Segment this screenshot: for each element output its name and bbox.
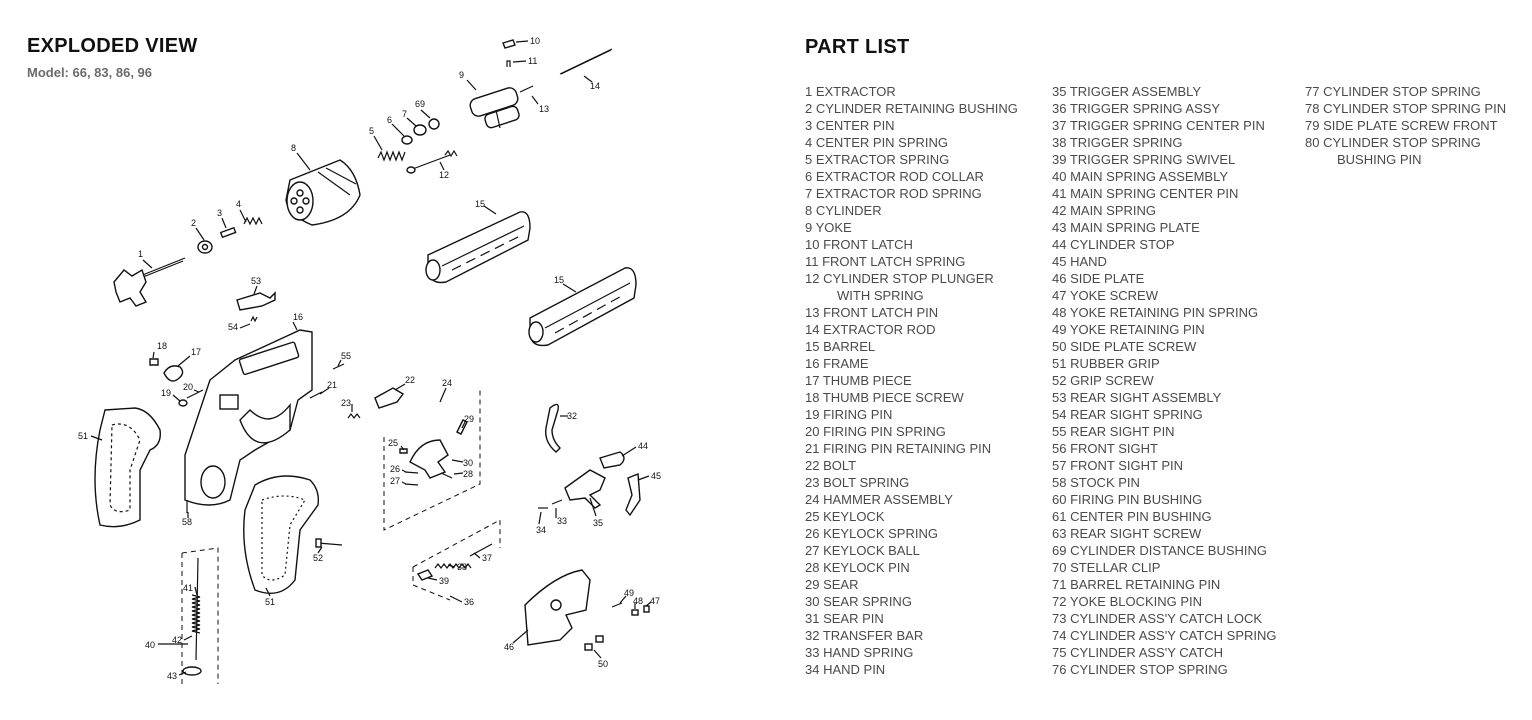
callout-label: 7 <box>402 109 408 119</box>
callout-label: 12 <box>439 170 450 180</box>
callout-label: 19 <box>161 388 172 398</box>
part-list-item: 4 CENTER PIN SPRING <box>805 135 949 150</box>
part-list-item: 80 CYLINDER STOP SPRING <box>1305 135 1481 150</box>
callout-label: 28 <box>463 469 474 479</box>
part-list-item: 57 FRONT SIGHT PIN <box>1052 458 1183 473</box>
part-list-item: 30 SEAR SPRING <box>805 594 912 609</box>
part-list-item: 73 CYLINDER ASS'Y CATCH LOCK <box>1052 611 1263 626</box>
part-list-item: 17 THUMB PIECE <box>805 373 912 388</box>
part-list-item: 28 KEYLOCK PIN <box>805 560 910 575</box>
callout-label: 40 <box>145 640 156 650</box>
model-subtitle: Model: 66, 83, 86, 96 <box>27 65 153 80</box>
callout-label: 23 <box>341 398 352 408</box>
part-list-item: 33 HAND SPRING <box>805 645 914 660</box>
part-list-item: 25 KEYLOCK <box>805 509 885 524</box>
part-list-item: 78 CYLINDER STOP SPRING PIN <box>1305 101 1507 116</box>
part-list-column-3 <box>1305 83 1506 168</box>
part-list-item: 6 EXTRACTOR ROD COLLAR <box>805 169 984 184</box>
part-yoke <box>468 40 533 129</box>
callout-label: 14 <box>590 81 601 91</box>
part-list-item: 72 YOKE BLOCKING PIN <box>1052 594 1203 609</box>
callout-label: 55 <box>341 351 352 361</box>
part-list-item: 20 FIRING PIN SPRING <box>805 424 946 439</box>
part-list-item: 12 CYLINDER STOP PLUNGER <box>805 271 994 286</box>
part-barrel-lower <box>529 268 636 346</box>
part-list-item: 63 REAR SIGHT SCREW <box>1052 526 1202 541</box>
callout-label: 2 <box>191 218 197 228</box>
callout-label: 47 <box>650 596 661 606</box>
callout-label: 48 <box>633 596 644 606</box>
callout-label: 58 <box>182 517 193 527</box>
part-bushing-pin-spring <box>198 218 262 253</box>
part-list-item: 40 MAIN SPRING ASSEMBLY <box>1052 169 1229 184</box>
part-list-item: BUSHING PIN <box>1337 152 1422 167</box>
part-list-title: PART LIST <box>805 36 910 58</box>
part-side-plate-screw <box>585 636 603 650</box>
callout-label: 50 <box>598 659 609 669</box>
part-list-column-1 <box>805 83 1018 678</box>
part-list-item: 61 CENTER PIN BUSHING <box>1052 509 1212 524</box>
callout-label: 18 <box>157 341 168 351</box>
callout-label: 20 <box>183 382 194 392</box>
part-list-item: 43 MAIN SPRING PLATE <box>1052 220 1200 235</box>
part-list-item: 10 FRONT LATCH <box>805 237 913 252</box>
part-list-item: 76 CYLINDER STOP SPRING <box>1052 662 1228 677</box>
callout-label: 35 <box>593 518 604 528</box>
part-yoke-screw-pins <box>612 603 649 615</box>
part-cylinder-stop <box>600 452 624 468</box>
callout-label: 45 <box>651 471 662 481</box>
callout-label: 9 <box>459 70 465 80</box>
callout-label: 22 <box>405 375 416 385</box>
part-list-item: 49 YOKE RETAINING PIN <box>1052 322 1205 337</box>
part-list-item: 27 KEYLOCK BALL <box>805 543 920 558</box>
part-list-item: 71 BARREL RETAINING PIN <box>1052 577 1221 592</box>
part-thumb-piece <box>150 359 183 381</box>
callout-label: 29 <box>464 414 475 424</box>
callout-label: 36 <box>464 597 475 607</box>
part-list-item: 18 THUMB PIECE SCREW <box>805 390 964 405</box>
part-list-item: 24 HAMMER ASSEMBLY <box>805 492 953 507</box>
callout-label: 11 <box>528 56 538 66</box>
part-hand <box>626 474 640 515</box>
exploded-view-title: EXPLODED VIEW <box>27 35 198 57</box>
part-list-item: 56 FRONT SIGHT <box>1052 441 1158 456</box>
part-springs-5-7 <box>378 119 439 160</box>
part-list-item: 58 STOCK PIN <box>1052 475 1140 490</box>
callout-label: 13 <box>539 104 550 114</box>
parts-artwork <box>95 40 649 684</box>
callout-label: 52 <box>313 553 324 563</box>
part-list-item: 39 TRIGGER SPRING SWIVEL <box>1052 152 1236 167</box>
part-list-item: 16 FRAME <box>805 356 869 371</box>
callout-label: 4 <box>236 199 242 209</box>
part-list-item: 19 FIRING PIN <box>805 407 893 422</box>
part-list-item: 50 SIDE PLATE SCREW <box>1052 339 1197 354</box>
part-list-item: 32 TRANSFER BAR <box>805 628 924 643</box>
part-list-item: 35 TRIGGER ASSEMBLY <box>1052 84 1202 99</box>
callout-label: 46 <box>504 642 515 652</box>
callout-label: 15 <box>475 199 486 209</box>
part-list-item: 29 SEAR <box>805 577 859 592</box>
part-cylinder <box>286 160 360 225</box>
callout-label: 69 <box>415 99 426 109</box>
part-list-item: 11 FRONT LATCH SPRING <box>805 254 966 269</box>
part-list-item: 9 YOKE <box>805 220 852 235</box>
part-list-column-2 <box>1052 83 1277 678</box>
part-list-item: 31 SEAR PIN <box>805 611 884 626</box>
part-list-item: 13 FRONT LATCH PIN <box>805 305 939 320</box>
part-list-item: 7 EXTRACTOR ROD SPRING <box>805 186 982 201</box>
part-list-item: 55 REAR SIGHT PIN <box>1052 424 1175 439</box>
part-trigger-assembly <box>538 470 605 508</box>
part-list-item: 38 TRIGGER SPRING <box>1052 135 1183 150</box>
part-grip-screw <box>316 539 342 547</box>
callout-label: 15 <box>554 275 565 285</box>
part-list-item: 1 EXTRACTOR <box>805 84 896 99</box>
part-list-item: 37 TRIGGER SPRING CENTER PIN <box>1052 118 1265 133</box>
callout-label: 39 <box>439 576 450 586</box>
part-list-item: 2 CYLINDER RETAINING BUSHING <box>805 101 1018 116</box>
part-list-item: 46 SIDE PLATE <box>1052 271 1145 286</box>
callout-label: 6 <box>387 115 393 125</box>
callout-label: 42 <box>172 635 183 645</box>
part-list-item: 77 CYLINDER STOP SPRING <box>1305 84 1481 99</box>
part-list-item: 75 CYLINDER ASS'Y CATCH <box>1052 645 1224 660</box>
part-extractor-rod <box>560 49 612 74</box>
part-plunger <box>407 151 457 173</box>
callout-label: 49 <box>624 588 635 598</box>
callout-label: 41 <box>183 583 194 593</box>
part-main-spring-assembly <box>182 548 218 684</box>
callout-label: 38 <box>457 562 468 572</box>
callout-label: 54 <box>228 322 239 332</box>
callout-label: 1 <box>138 249 144 259</box>
part-rubber-grip-lower <box>244 476 319 593</box>
part-list-item: 3 CENTER PIN <box>805 118 895 133</box>
part-list-item: 48 YOKE RETAINING PIN SPRING <box>1052 305 1259 320</box>
part-list-item: 47 YOKE SCREW <box>1052 288 1158 303</box>
part-list-item: 44 CYLINDER STOP <box>1052 237 1175 252</box>
part-side-plate <box>525 570 590 645</box>
part-list-item: 8 CYLINDER <box>805 203 882 218</box>
callout-label: 16 <box>293 312 304 322</box>
part-rubber-grip-left <box>95 408 160 527</box>
part-list-item: 15 BARREL <box>805 339 876 354</box>
part-list-item: 21 FIRING PIN RETAINING PIN <box>805 441 992 456</box>
part-list-item: 54 REAR SIGHT SPRING <box>1052 407 1203 422</box>
part-list-item: WITH SPRING <box>837 288 924 303</box>
part-list-item: 74 CYLINDER ASS'Y CATCH SPRING <box>1052 628 1277 643</box>
part-bolt <box>375 388 403 408</box>
callout-label: 26 <box>390 464 401 474</box>
part-list-item: 45 HAND <box>1052 254 1107 269</box>
callout-label: 17 <box>191 347 202 357</box>
part-list-item: 79 SIDE PLATE SCREW FRONT <box>1305 118 1498 133</box>
part-transfer-bar <box>546 404 560 452</box>
callout-label: 51 <box>78 431 89 441</box>
part-list-item: 26 KEYLOCK SPRING <box>805 526 938 541</box>
part-barrel-top <box>426 212 530 283</box>
callout-label: 3 <box>217 208 223 218</box>
part-list-item: 51 RUBBER GRIP <box>1052 356 1160 371</box>
callout-label: 30 <box>463 458 474 468</box>
callout-label: 44 <box>638 441 649 451</box>
part-list-item: 70 STELLAR CLIP <box>1052 560 1161 575</box>
part-list-item: 60 FIRING PIN BUSHING <box>1052 492 1203 507</box>
callout-label: 5 <box>369 126 375 136</box>
part-list-item: 52 GRIP SCREW <box>1052 373 1154 388</box>
part-list-item: 36 TRIGGER SPRING ASSY <box>1052 101 1221 116</box>
part-list-item: 42 MAIN SPRING <box>1052 203 1157 218</box>
callout-label: 43 <box>167 671 178 681</box>
callout-label: 33 <box>557 516 568 526</box>
part-list-item: 53 REAR SIGHT ASSEMBLY <box>1052 390 1222 405</box>
part-firing-pin <box>179 390 203 406</box>
part-list-item: 34 HAND PIN <box>805 662 886 677</box>
part-list-item: 14 EXTRACTOR ROD <box>805 322 936 337</box>
part-list-item: 5 EXTRACTOR SPRING <box>805 152 950 167</box>
callout-label: 27 <box>390 476 401 486</box>
callout-label: 37 <box>482 553 493 563</box>
callout-label: 10 <box>530 36 541 46</box>
part-list-item: 22 BOLT <box>805 458 857 473</box>
callout-label: 32 <box>567 411 578 421</box>
callout-label: 24 <box>442 378 453 388</box>
part-list-item: 69 CYLINDER DISTANCE BUSHING <box>1052 543 1268 558</box>
callout-label: 53 <box>251 276 262 286</box>
part-rear-sight <box>237 293 275 321</box>
callout-label: 8 <box>291 143 297 153</box>
part-list-item: 41 MAIN SPRING CENTER PIN <box>1052 186 1239 201</box>
callout-label: 21 <box>327 380 338 390</box>
part-list-item: 23 BOLT SPRING <box>805 475 910 490</box>
callout-label: 51 <box>265 597 276 607</box>
callout-label: 34 <box>536 525 547 535</box>
callout-label: 25 <box>388 438 399 448</box>
